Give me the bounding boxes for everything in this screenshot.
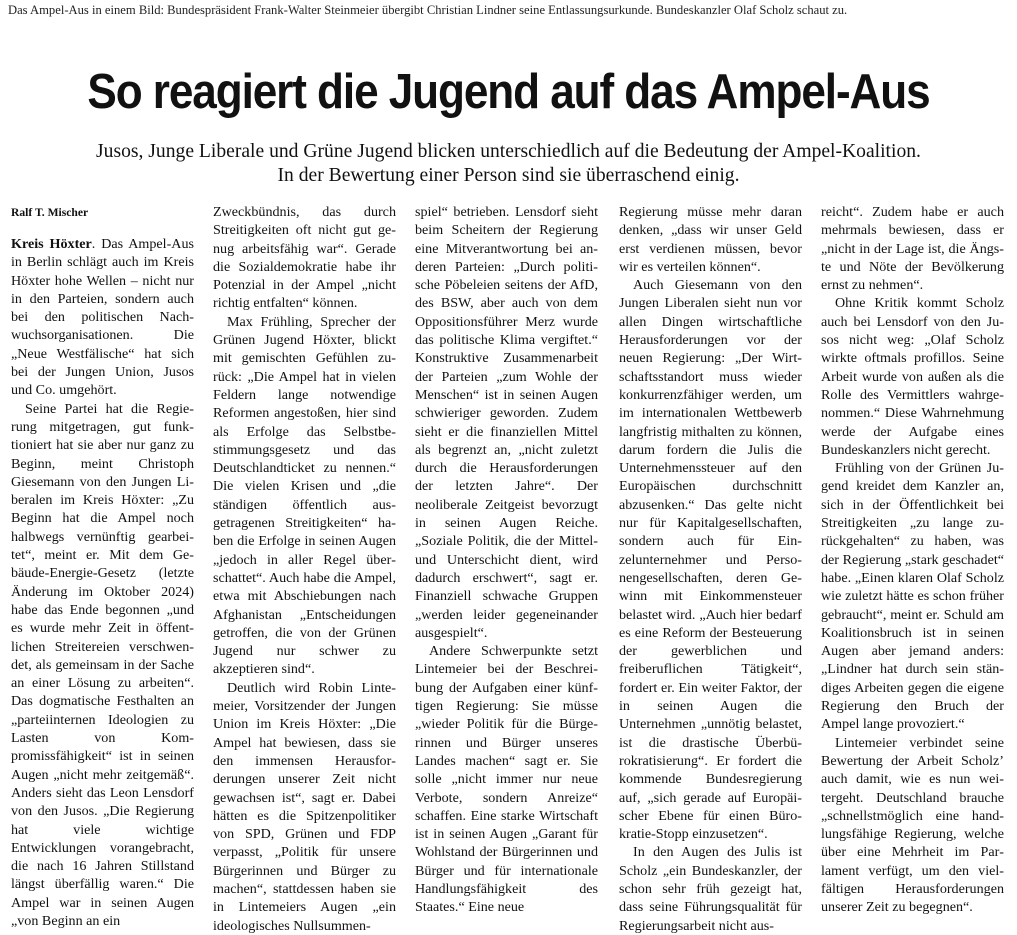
paragraph: In den Augen des Julis ist Scholz „ein Bundeskanzler, der schon sehr früh gezeigt hat, dass seine Führungsqualität für Regierungsarbeit nicht aus- <box>619 844 802 934</box>
subheadline-line-1: Jusos, Junge Liberale und Grüne Jugend blicken unterschiedlich auf die Bedeutung der Ampel-Koalition. <box>96 141 921 162</box>
paragraph: Andere Schwerpunkte setzt Lintemeier bei der Beschreibung der Aufgaben einer künftigen Regierung: Sie müsse „wieder Politik für die Bürgerinnen und Bürger unseres Landes machen“ sagt er. Sie solle „nicht immer nur neue Verbote, sondern Anreize“ schaffen. Eine starke Wirtschaft ist in seinen Augen „Garant für Wohlstand der Bürgerinnen und Bürger und für internationale Handlungsfähigkeit des Staates.“ Eine neue <box>415 643 598 916</box>
article-column-2 <box>213 203 396 935</box>
paragraph <box>11 235 194 400</box>
paragraph: Auch Giesemann von den Jungen Liberalen sieht nun vor allen Dingen wirtschaftliche Herausforderungen vor der neuen Regierung: „Der Wirtschaftsstandort muss wieder konkurrenzfähiger werden, um im internationalen Wettbewerb langfristig mithalten zu können, darum fordern die Julis die Unternehmenssteuer auf den Europäischen durchschnitt abzusenken.“ Das gelte nicht nur für Kapitalgesellschaften, sondern auch für Einzelunternehmer und Personengesellschaften, deren Gewinn mit Einkommensteuer belastet wird. „Auch hier bedarf es eine Reform der Besteuerung der gewerblichen und freiberuflichen Tätigkeit“, fordert er. Ein weiter Faktor, der in seinen Augen die Unternehmen „unnötig belastet, ist die drastische Überbürokratisierung“. Er fordert die kommende Bundesregierung auf, „sich gerade auf Europäischer Ebene für einen Bürokratie-Stopp einzusetzen“. <box>619 277 802 843</box>
paragraph: Ohne Kritik kommt Scholz auch bei Lensdorf von den Jusos nicht weg: „Olaf Scholz wirkte oftmals profillos. Seine Arbeit wurde von außen als die Rolle des Vermittlers wahrgenommen.“ Diese Wahrnehmung werde der Aufgabe eines Bundeskanzlers nicht gerecht. <box>821 295 1004 458</box>
article-column-3 <box>415 203 598 917</box>
subheadline <box>0 140 1017 188</box>
paragraph: Deutlich wird Robin Lintemeier, Vorsitzender der Jungen Union im Kreis Höxter: „Die Ampel hat bewiesen, dass sie den immensen Herausforderungen unserer Zeit nicht gewachsen ist“, sagt er. Dabei hätten es die Spitzenpolitiker von SPD, Grünen und FDP verpasst, „Politik für unsere Bürgerinnen und Bürger zu machen“, stattdessen haben sie in Lintemeiers Augen „ein ideologisches Nullsummen- <box>213 679 396 934</box>
paragraph: reicht“. Zudem habe er auch mehrmals bewiesen, dass er „nicht in der Lage ist, die Ängste und Nöte der Bevölkerung ernst zu nehmen“. <box>821 204 1004 294</box>
photo-caption: Das Ampel-Aus in einem Bild: Bundespräsident Frank-Walter Steinmeier übergibt Christian Lindner seine Entlassungsurkunde. Bundeskanzler Olaf Scholz schaut zu. <box>8 3 848 17</box>
paragraph: Max Frühling, Sprecher der Grünen Jugend Höxter, blickt mit gemischten Gefühlen zurück: „Die Ampel hat in vielen Feldern lange notwendige Reformen angestoßen, hier sind als Erfolge das Selbstbestimmungsgesetz und das Deutschlandticket zu nennen.“ Die vielen Krisen und „die ständigen öffentlich ausgetragenen Streitigkeiten“ haben die Erfolge in seinen Augen „jedoch in aller Regel überschattet“. Auch habe die Ampel, etwa mit Abschiebungen nach Afghanistan „Entscheidungen getroffen, die von der Grünen Jugend nur schwer zu akzeptieren sind“. <box>213 313 396 678</box>
paragraph: Regierung müsse mehr daran denken, „dass wir unser Geld erst verdienen müssen, bevor wir es verteilen können“. <box>619 204 802 275</box>
paragraph-text: . Das Ampel-Aus in Berlin schlägt auch im Kreis Höxter hohe Wellen – nicht nur in den Parteien, sondern auch bei den politischen Nachwuchsorganisationen. Die „Neue Westfälische“ hat sich bei der Jungen Union, Jusos und Co. umgehört. <box>11 236 194 399</box>
paragraph: Seine Partei hat die Regierung mitgetragen, gut funktioniert hat sie aber nur ganz zu Beginn, meint Christoph Giesemann von den Jungen Liberalen im Kreis Höxter: „Zu Beginn hat die Ampel noch halbwegs vernünftig gearbeitet“, meint er. Mit dem Gebäude-Energie-Gesetz (letzte Änderung im Oktober 2024) habe das Ende begonnen „und es wurde mehr Zeit in öffentlichen Streitereien verschwendet, als gemeinsam in der Sache an einer Lösung zu arbeiten“. Das dogmatische Festhalten an „parteiinternen Ideologien zu Lasten von Kompromissfähigkeit“ ist in seinen Augen „nicht mehr zeitgemäß“. Anders sieht das Leon Lensdorf von den Jusos. „Die Regierung hat viele wichtige Entwicklungen vorangebracht, die nach 16 Jahren Stillstand längst überfällig waren.“ Die Ampel war in seinen Augen „von Beginn an ein <box>11 400 194 929</box>
article-column-1 <box>11 203 194 930</box>
article-column-4 <box>619 203 802 935</box>
paragraph: Zweckbündnis, das durch Streitigkeiten oft nicht gut genug arbeitsfähig war“. Gerade die Sozialdemokratie habe ihr Potenzial in der Ampel „nicht richtig entfalten“ können. <box>213 204 396 312</box>
paragraph: Frühling von der Grünen Jugend kreidet dem Kanzler an, sich in der Öffentlichkeit bei Streitigkeiten „zu lange zurückgehalten“ zu haben, was der Regierung „stark geschadet“ habe. „Einen klaren Olaf Scholz wie zuletzt hätte es schon früher gebraucht“, meint er. Schuld am Koalitionsbruch ist in seinen Augen aber jemand anders: „Lindner hat durch sein ständiges Arbeiten gegen die eigene Regierung den Bruch der Ampel lange provoziert.“ <box>821 460 1004 733</box>
author-byline: Ralf T. Mischer <box>11 206 89 219</box>
headline: So reagiert die Jugend auf das Ampel-Aus <box>87 65 930 119</box>
paragraph: Lintemeier verbindet seine Bewertung der Arbeit Scholz’ auch damit, wie es nun weitergeht. Deutschland brauche „schnellstmöglich eine handlungsfähige Regierung, welche über eine Mehrheit im Parlament verfügt, um den vielfältigen Herausforderungen unserer Zeit zu begegnen“. <box>821 734 1004 916</box>
subheadline-line-2: In der Bewertung einer Person sind sie überraschend einig. <box>277 165 740 186</box>
paragraph: spiel“ betrieben. Lensdorf sieht beim Scheitern der Regierung eine Mitverantwortung bei anderen Parteien: „Durch politische Pöbeleien seitens der AfD, des BSW, aber auch von dem Oppositionsführer Merz wurde das politische Klima vergiftet.“ Konstruktive Zusammenarbeit der Parteien „zum Wohle der Menschen“ ist in seinen Augen schwieriger geworden. Zudem sieht er die finanziellen Mittel als begrenzt an, „nicht zuletzt durch die Herausforderungen der letzten Jahre“. Der neoliberale Zeitgeist bevorzugt in seinen Augen Reiche. „Soziale Politik, die der Mittel- und Unterschicht dient, wird dadurch erschwert“, sagt er. Finanziell schwache Gruppen „werden leider gegeneinander ausgespielt“. <box>415 204 598 641</box>
dateline: Kreis Höxter <box>11 236 92 252</box>
article-column-5 <box>821 203 1004 917</box>
